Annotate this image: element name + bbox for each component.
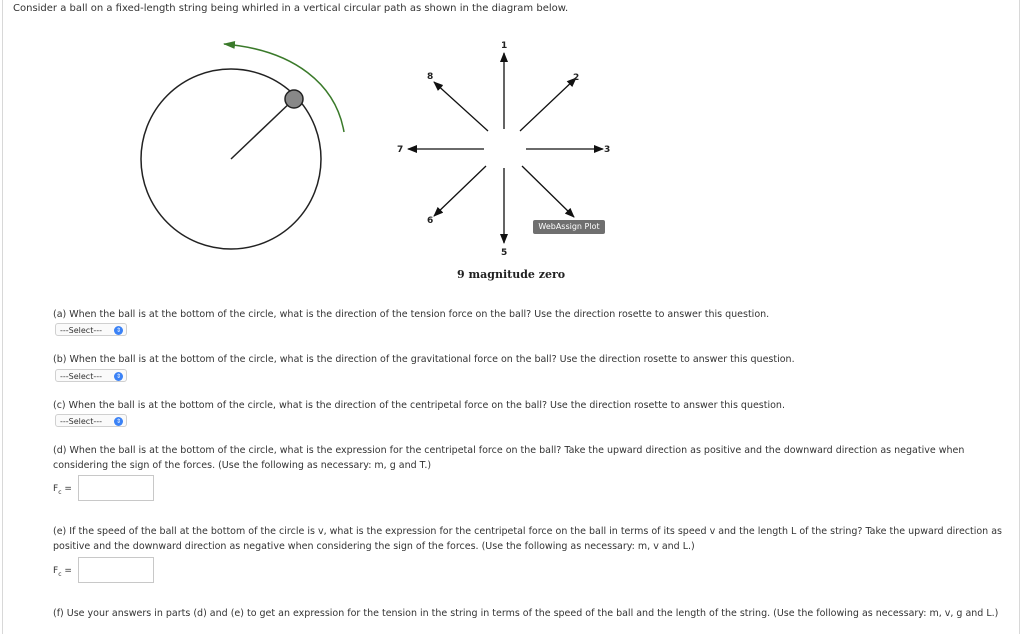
label-2: 2	[573, 73, 580, 83]
arrow-4	[522, 166, 574, 217]
label-8: 8	[427, 72, 434, 82]
select-b[interactable]	[55, 369, 127, 382]
label-1: 1	[501, 41, 508, 51]
answer-input-e[interactable]	[78, 557, 154, 583]
select-c-value: ---Select---	[60, 417, 102, 426]
diagram	[0, 0, 1024, 290]
question-f: (f) Use your answers in parts (d) and (e) to get an expression for the tension in the string in terms of the speed of the ball and the length of the string. (Use the following as necessary: m, v, g and L.)	[53, 608, 999, 619]
intro-text: Consider a ball on a fixed-length string being whirled in a vertical circular path as shown in the diagram below.	[13, 3, 569, 14]
magnitude-zero-label: 9 magnitude zero	[457, 268, 566, 281]
select-b-value: ---Select---	[60, 372, 102, 381]
question-e: (e) If the speed of the ball at the bottom of the circle is v, what is the expression for the centripetal force on the ball in terms of its speed v and the length L of the string? Take the upward direction as positive and the downward direction as negative when considering the sign of the forces. (Use the following as necessary: m, v and L.)	[53, 526, 1002, 552]
label-6: 6	[427, 216, 434, 226]
fc-label-d: $F_c$ =	[53, 484, 72, 496]
question-d: (d) When the ball is at the bottom of the circle, what is the expression for the centripetal force on the ball? Take the upward direction as positive and the downward direction as negative when considering the sign of the forces. (Use the following as necessary: m, g and T.)	[53, 445, 965, 471]
answer-input-d[interactable]	[78, 475, 154, 501]
select-c[interactable]	[55, 414, 127, 427]
label-5: 5	[501, 248, 508, 258]
arrow-2	[520, 78, 576, 131]
select-a-value: ---Select---	[60, 326, 102, 335]
webassign-plot-badge: WebAssign Plot	[533, 220, 605, 234]
arrow-6	[434, 166, 486, 216]
question-a: (a) When the ball is at the bottom of the circle, what is the direction of the tension force on the ball? Use the direction rosette to answer this question.	[53, 309, 770, 320]
velocity-arrow	[224, 44, 344, 132]
chevron-updown-icon: ⇕	[115, 373, 122, 380]
question-b: (b) When the ball is at the bottom of the circle, what is the direction of the gravitational force on the ball? Use the direction rosette to answer this question.	[53, 354, 795, 365]
label-3: 3	[604, 145, 611, 155]
string-line	[231, 99, 294, 159]
question-c: (c) When the ball is at the bottom of the circle, what is the direction of the centripetal force on the ball? Use the direction rosette to answer this question.	[53, 400, 785, 411]
arrow-8	[434, 82, 488, 131]
label-7: 7	[397, 145, 404, 155]
fc-label-e: $F_c$ =	[53, 566, 72, 578]
select-a[interactable]	[55, 323, 127, 336]
chevron-updown-icon: ⇕	[115, 418, 122, 425]
chevron-updown-icon: ⇕	[115, 327, 122, 334]
ball	[285, 90, 303, 108]
